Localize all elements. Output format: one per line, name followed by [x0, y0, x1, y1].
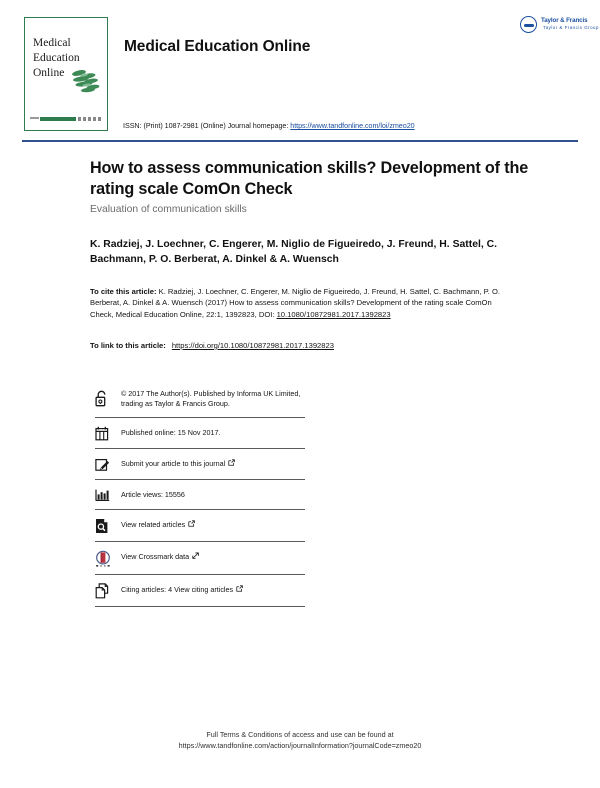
published-online-text: Published online: 15 Nov 2017. — [121, 427, 221, 437]
taylor-francis-circle-icon — [520, 16, 537, 33]
cover-title-line-2: Education — [33, 52, 80, 64]
crossmark-link[interactable] — [121, 549, 199, 562]
issn-and-homepage-line — [123, 121, 415, 130]
article-views-text: Article views: 15556 — [121, 489, 185, 499]
journal-name: Medical Education Online — [124, 38, 311, 55]
article-metadata-list — [95, 382, 305, 607]
copyright-text: © 2017 The Author(s). Published by Informa UK Limited, trading as Taylor & Francis Group. — [121, 389, 301, 409]
metadata-row-copyright — [95, 382, 305, 418]
submit-article-link[interactable] — [121, 456, 235, 469]
related-articles-label: View related articles — [121, 519, 186, 529]
cover-footer-green-bar — [40, 117, 76, 121]
issn-text: ISSN: (Print) 1087-2981 (Online) Journal homepage: — [123, 121, 291, 130]
footer-terms-line: Full Terms & Conditions of access and use can be found at — [206, 730, 394, 739]
taylor-francis-tagline: Taylor & Francis Group — [543, 25, 599, 30]
external-link-icon — [188, 520, 195, 530]
taylor-and-francis-logo[interactable] — [516, 12, 599, 38]
page-footer — [0, 729, 600, 751]
journal-homepage-link[interactable]: https://www.tandfonline.com/loi/zmeo20 — [290, 121, 415, 130]
related-articles-icon — [95, 517, 121, 534]
external-link-icon — [228, 459, 235, 469]
cover-footer-band — [30, 116, 102, 123]
cover-title-line-1: Medical — [33, 37, 71, 49]
citing-articles-label: Citing articles: 4 View citing articles — [121, 584, 234, 594]
cite-this-article-label: To cite this article: — [90, 287, 157, 296]
metadata-row-crossmark[interactable] — [95, 542, 305, 575]
cover-footer-left-mark — [30, 117, 39, 121]
link-to-article-label: To link to this article: — [90, 341, 166, 350]
submit-article-label: Submit your article to this journal — [121, 458, 226, 468]
citing-articles-icon — [95, 582, 121, 599]
citing-articles-link[interactable] — [121, 582, 243, 595]
article-title: How to assess communication skills? Development of the rating scale ComOn Check — [90, 159, 529, 198]
metadata-row-citing-articles[interactable] — [95, 575, 305, 607]
footer-journal-info-url[interactable]: https://www.tandfonline.com/action/journalInformation?journalCode=zmeo20 — [178, 741, 422, 750]
cover-leaf-graphic — [69, 68, 103, 94]
citation-block — [90, 286, 510, 320]
calendar-icon — [95, 425, 121, 441]
cover-title-line-3: Online — [33, 67, 65, 79]
link-to-article-block — [90, 341, 334, 350]
external-link-icon — [192, 552, 199, 562]
bar-chart-icon — [95, 487, 121, 502]
metadata-row-submit-article[interactable] — [95, 449, 305, 480]
taylor-francis-name: Taylor & Francis — [541, 17, 588, 24]
article-authors: K. Radziej, J. Loechner, C. Engerer, M. Niglio de Figueiredo, J. Freund, H. Sattel, C. Bachmann, P. O. Berberat, A. Dinkel & A. Wuensch — [90, 239, 498, 265]
metadata-row-published-date — [95, 418, 305, 449]
header-divider-rule — [22, 140, 578, 142]
article-doi-url[interactable]: https://doi.org/10.1080/10872981.2017.1392823 — [171, 341, 334, 350]
crossmark-label: View Crossmark data — [121, 551, 190, 561]
metadata-row-related-articles[interactable] — [95, 510, 305, 542]
citation-text: K. Radziej, J. Loechner, C. Engerer, M. Niglio de Figueiredo, J. Freund, H. Sattel, C. Bachmann, P. O. Berberat, A. Dinkel & A. Wuensch (2017) How to assess communication skills? Development of the rating scale ComOn Check, Medical Education Online, 22:1, 1392823, DOI: — [90, 287, 500, 319]
article-subtitle: Evaluation of communication skills — [90, 204, 247, 215]
journal-cover-thumbnail[interactable] — [24, 17, 108, 131]
doi-link[interactable]: 10.1080/10872981.2017.1392823 — [276, 309, 391, 319]
crossmark-icon — [95, 549, 121, 567]
related-articles-link[interactable] — [121, 517, 195, 530]
journal-header — [0, 0, 600, 142]
metadata-row-article-views — [95, 480, 305, 510]
external-link-icon — [236, 585, 243, 595]
submit-pencil-icon — [95, 456, 121, 472]
open-access-lock-icon — [95, 389, 121, 407]
cover-footer-right-mark — [78, 117, 102, 122]
